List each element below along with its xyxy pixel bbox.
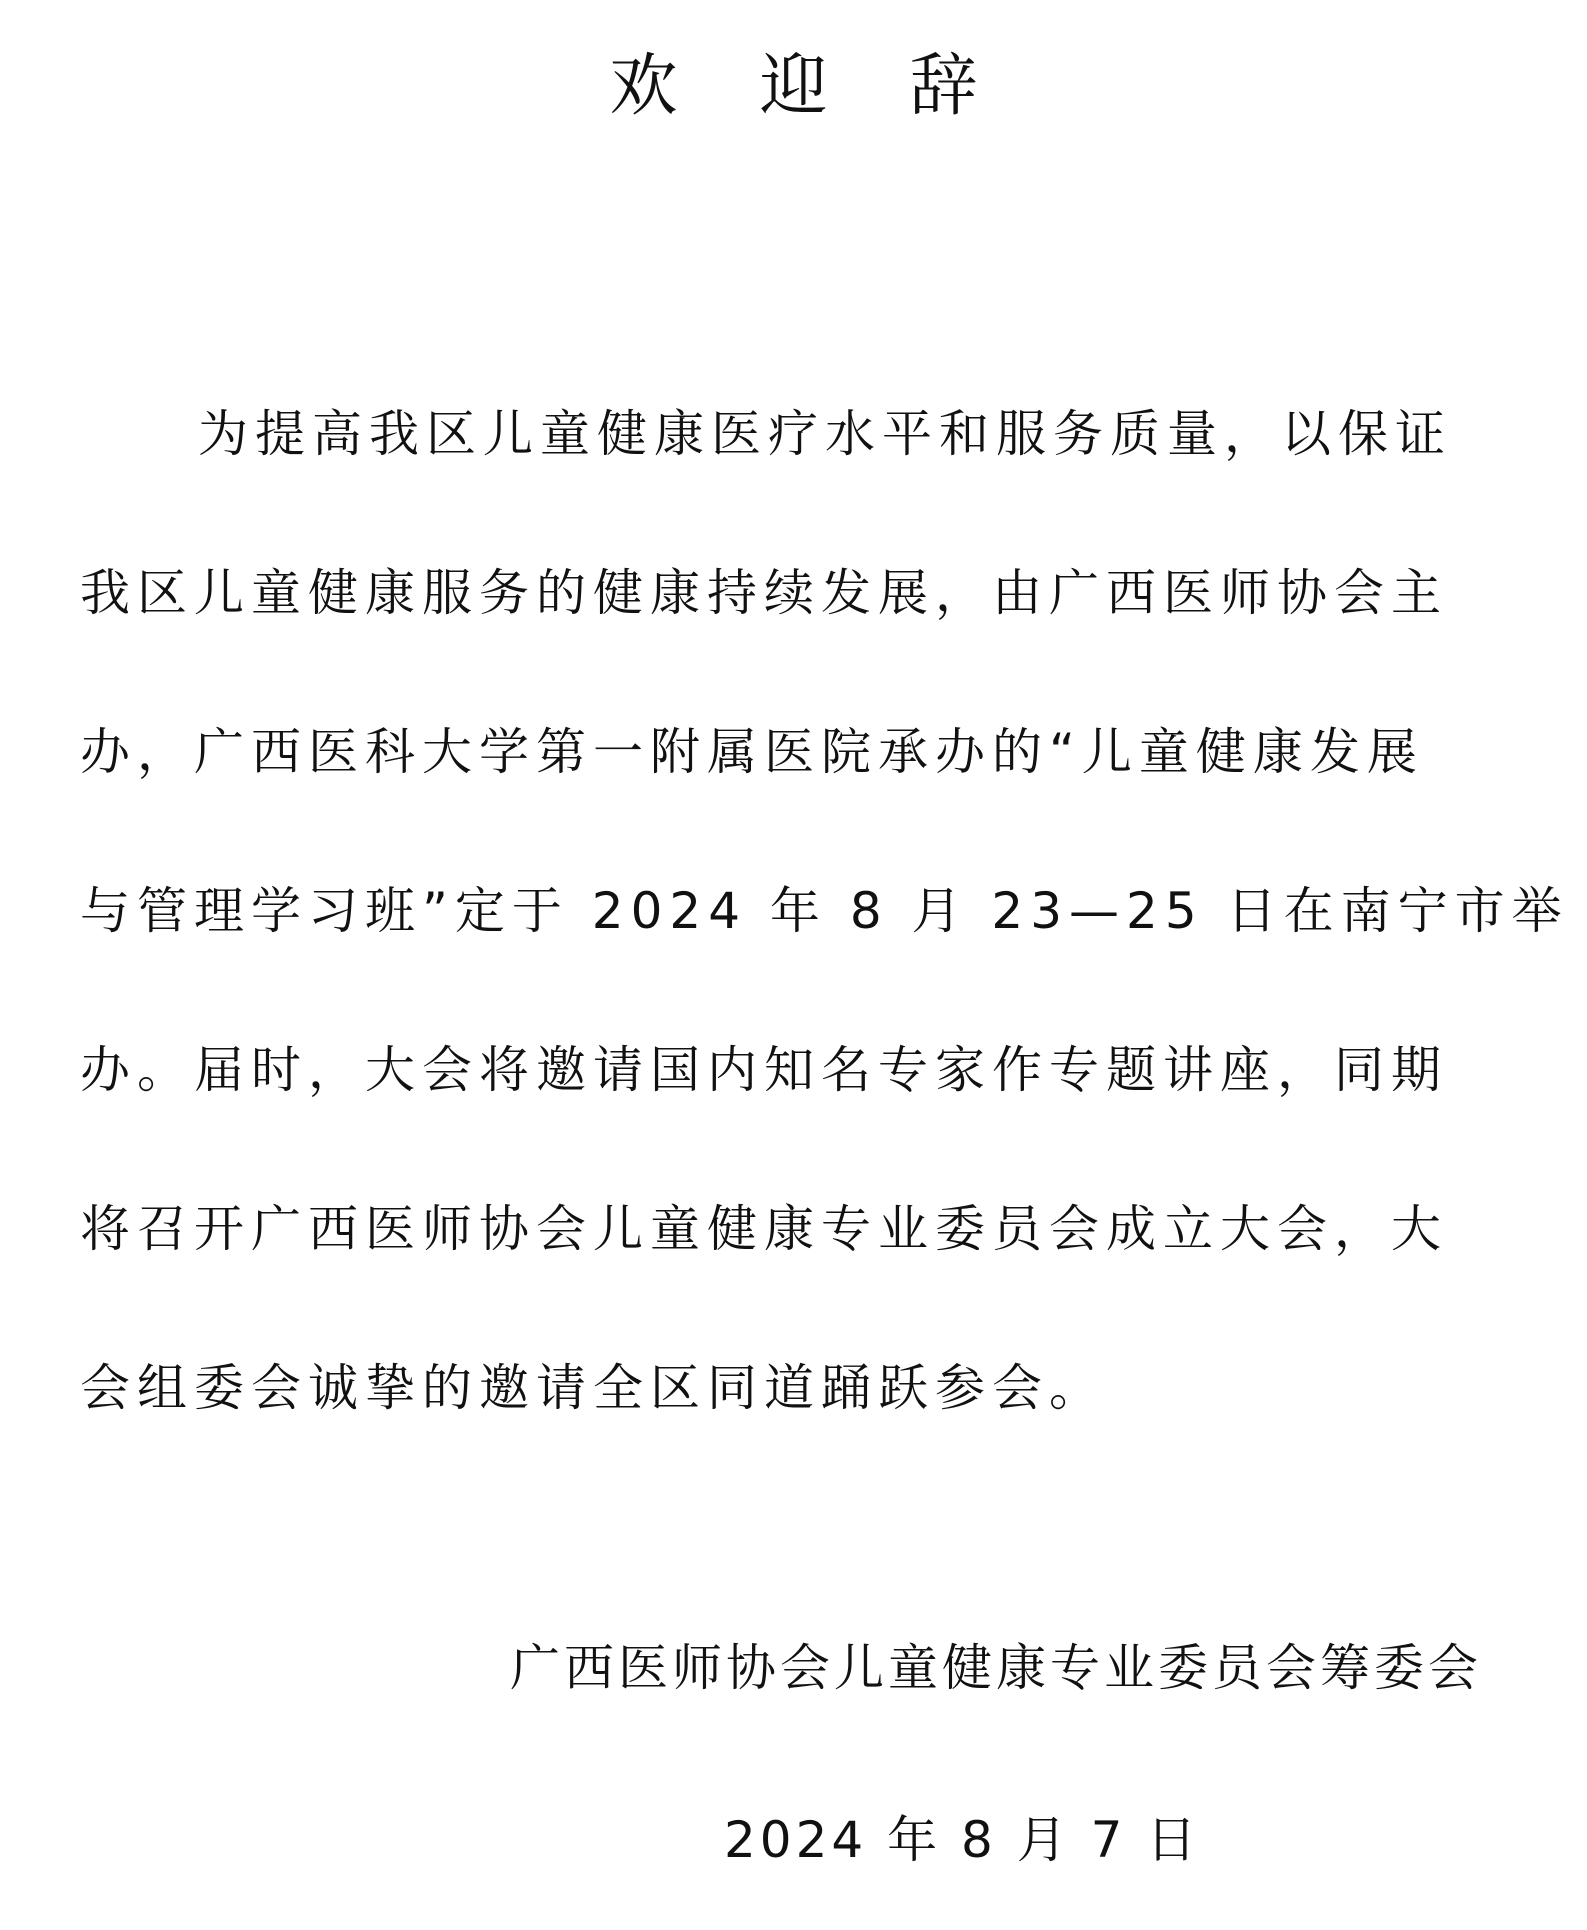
paragraph-line: 为提高我区儿童健康医疗水平和服务质量，以保证 [198, 405, 1452, 463]
paragraph-line: 会组委会诚挚的邀请全区同道踊跃参会。 [80, 1359, 1106, 1417]
paragraph-line: 将召开广西医师协会儿童健康专业委员会成立大会，大 [80, 1200, 1448, 1258]
date: 2024 年 8 月 7 日 [724, 1811, 1201, 1869]
paragraph-line: 办。届时，大会将邀请国内知名专家作专题讲座，同期 [80, 1041, 1448, 1099]
signature: 广西医师协会儿童健康专业委员会筹委会 [510, 1639, 1482, 1697]
paragraph-line: 与管理学习班”定于 2024 年 8 月 23—25 日在南宁市举 [80, 882, 1569, 940]
paragraph-line: 办，广西医科大学第一附属医院承办的“儿童健康发展 [80, 723, 1424, 781]
welcome-paragraph [80, 355, 1569, 1468]
page-title: 欢迎辞 [609, 47, 1060, 126]
paragraph-line: 我区儿童健康服务的健康持续发展，由广西医师协会主 [80, 564, 1448, 622]
